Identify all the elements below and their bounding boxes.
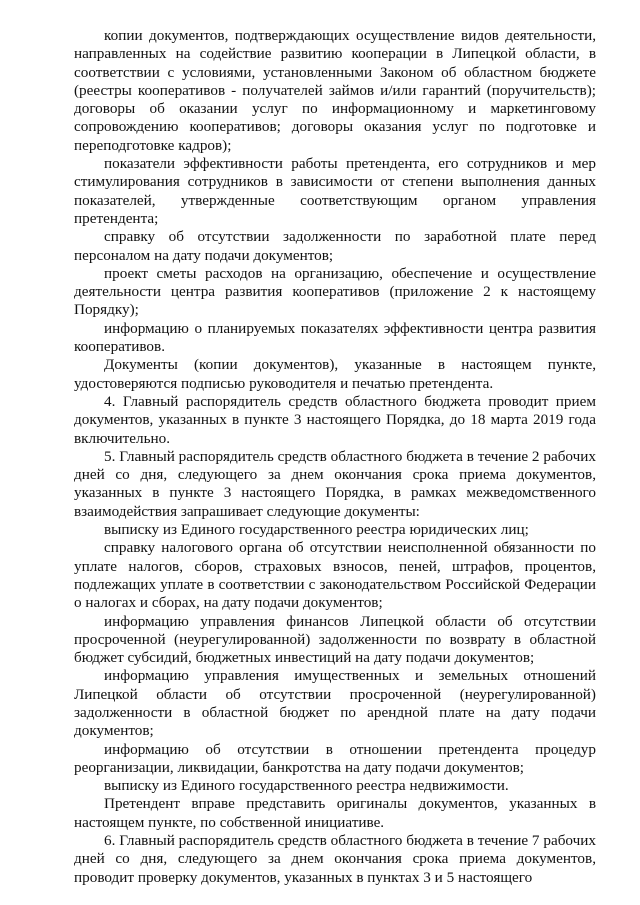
paragraph-8: 5. Главный распорядитель средств областного бюджета в течение 2 рабочих дней со дня, следующего за днем окончания срока приема документов, указанных в пункте 3 настоящего Порядка, в рамках межведомственного взаимодействия запрашивает следующие документы: (74, 447, 596, 520)
paragraph-16: 6. Главный распорядитель средств областного бюджета в течение 7 рабочих дней со дня, следующего за днем окончания срока приема документов, проводит проверку документов, указанных в пунктах 3 и 5 настоящего (74, 832, 596, 886)
paragraph-10: справку налогового органа об отсутствии неисполненной обязанности по уплате налогов, сборов, страховых взносов, пеней, штрафов, процентов, подлежащих уплате в соответствии с законодательством Российской Федерации о налогах и сборах, на дату подачи документов; (74, 539, 596, 612)
paragraph-5: информацию о планируемых показателях эффективности центра развития кооперативов. (74, 319, 596, 356)
paragraph-4: проект сметы расходов на организацию, обеспечение и осуществление деятельности центра развития кооперативов (приложение 2 к настоящему Порядку); (74, 264, 596, 319)
paragraph-13: информацию об отсутствии в отношении претендента процедур реорганизации, ликвидации, банкротства на дату подачи документов; (74, 740, 596, 776)
paragraph-7: 4. Главный распорядитель средств областного бюджета проводит прием документов, указанных в пункте 3 настоящего Порядка, до 18 марта 2019 года включительно. (74, 392, 596, 447)
paragraph-15: Претендент вправе представить оригиналы документов, указанных в настоящем пункте, по собственной инициативе. (74, 795, 596, 831)
document-body (74, 27, 596, 887)
paragraph-12: информацию управления имущественных и земельных отношений Липецкой области об отсутствии просроченной (неурегулированной) задолженности в областной бюджет по арендной плате на дату подачи документов; (74, 667, 596, 740)
paragraph-1: копии документов, подтверждающих осуществление видов деятельности, направленных на содействие развитию кооперации в Липецкой области, в соответствии с условиями, установленными Законом об областном бюджете (реестры кооперативов - получателей займов и/или гарантий (поручительств); договоры об оказании услуг по информационному и маркетинговому сопровождению кооперативов; договоры оказания услуг по подготовке и переподготовке кадров); (74, 27, 596, 154)
paragraph-2: показатели эффективности работы претендента, его сотрудников и мер стимулирования сотрудников в зависимости от степени выполнения данных показателей, утвержденные соответствующим органом управления претендента; (74, 155, 596, 227)
paragraph-9: выписку из Единого государственного реестра юридических лиц; (104, 521, 529, 539)
paragraph-11: информацию управления финансов Липецкой области об отсутствии просроченной (неурегулированной) задолженности по возврату в областной бюджет субсидий, бюджетных инвестиций на дату подачи документов; (74, 612, 596, 667)
paragraph-3: справку об отсутствии задолженности по заработной плате перед персоналом на дату подачи документов; (74, 228, 596, 264)
paragraph-14: выписку из Единого государственного реестра недвижимости. (104, 777, 509, 795)
paragraph-6: Документы (копии документов), указанные в настоящем пункте, удостоверяются подписью руководителя и печатью претендента. (74, 356, 596, 392)
